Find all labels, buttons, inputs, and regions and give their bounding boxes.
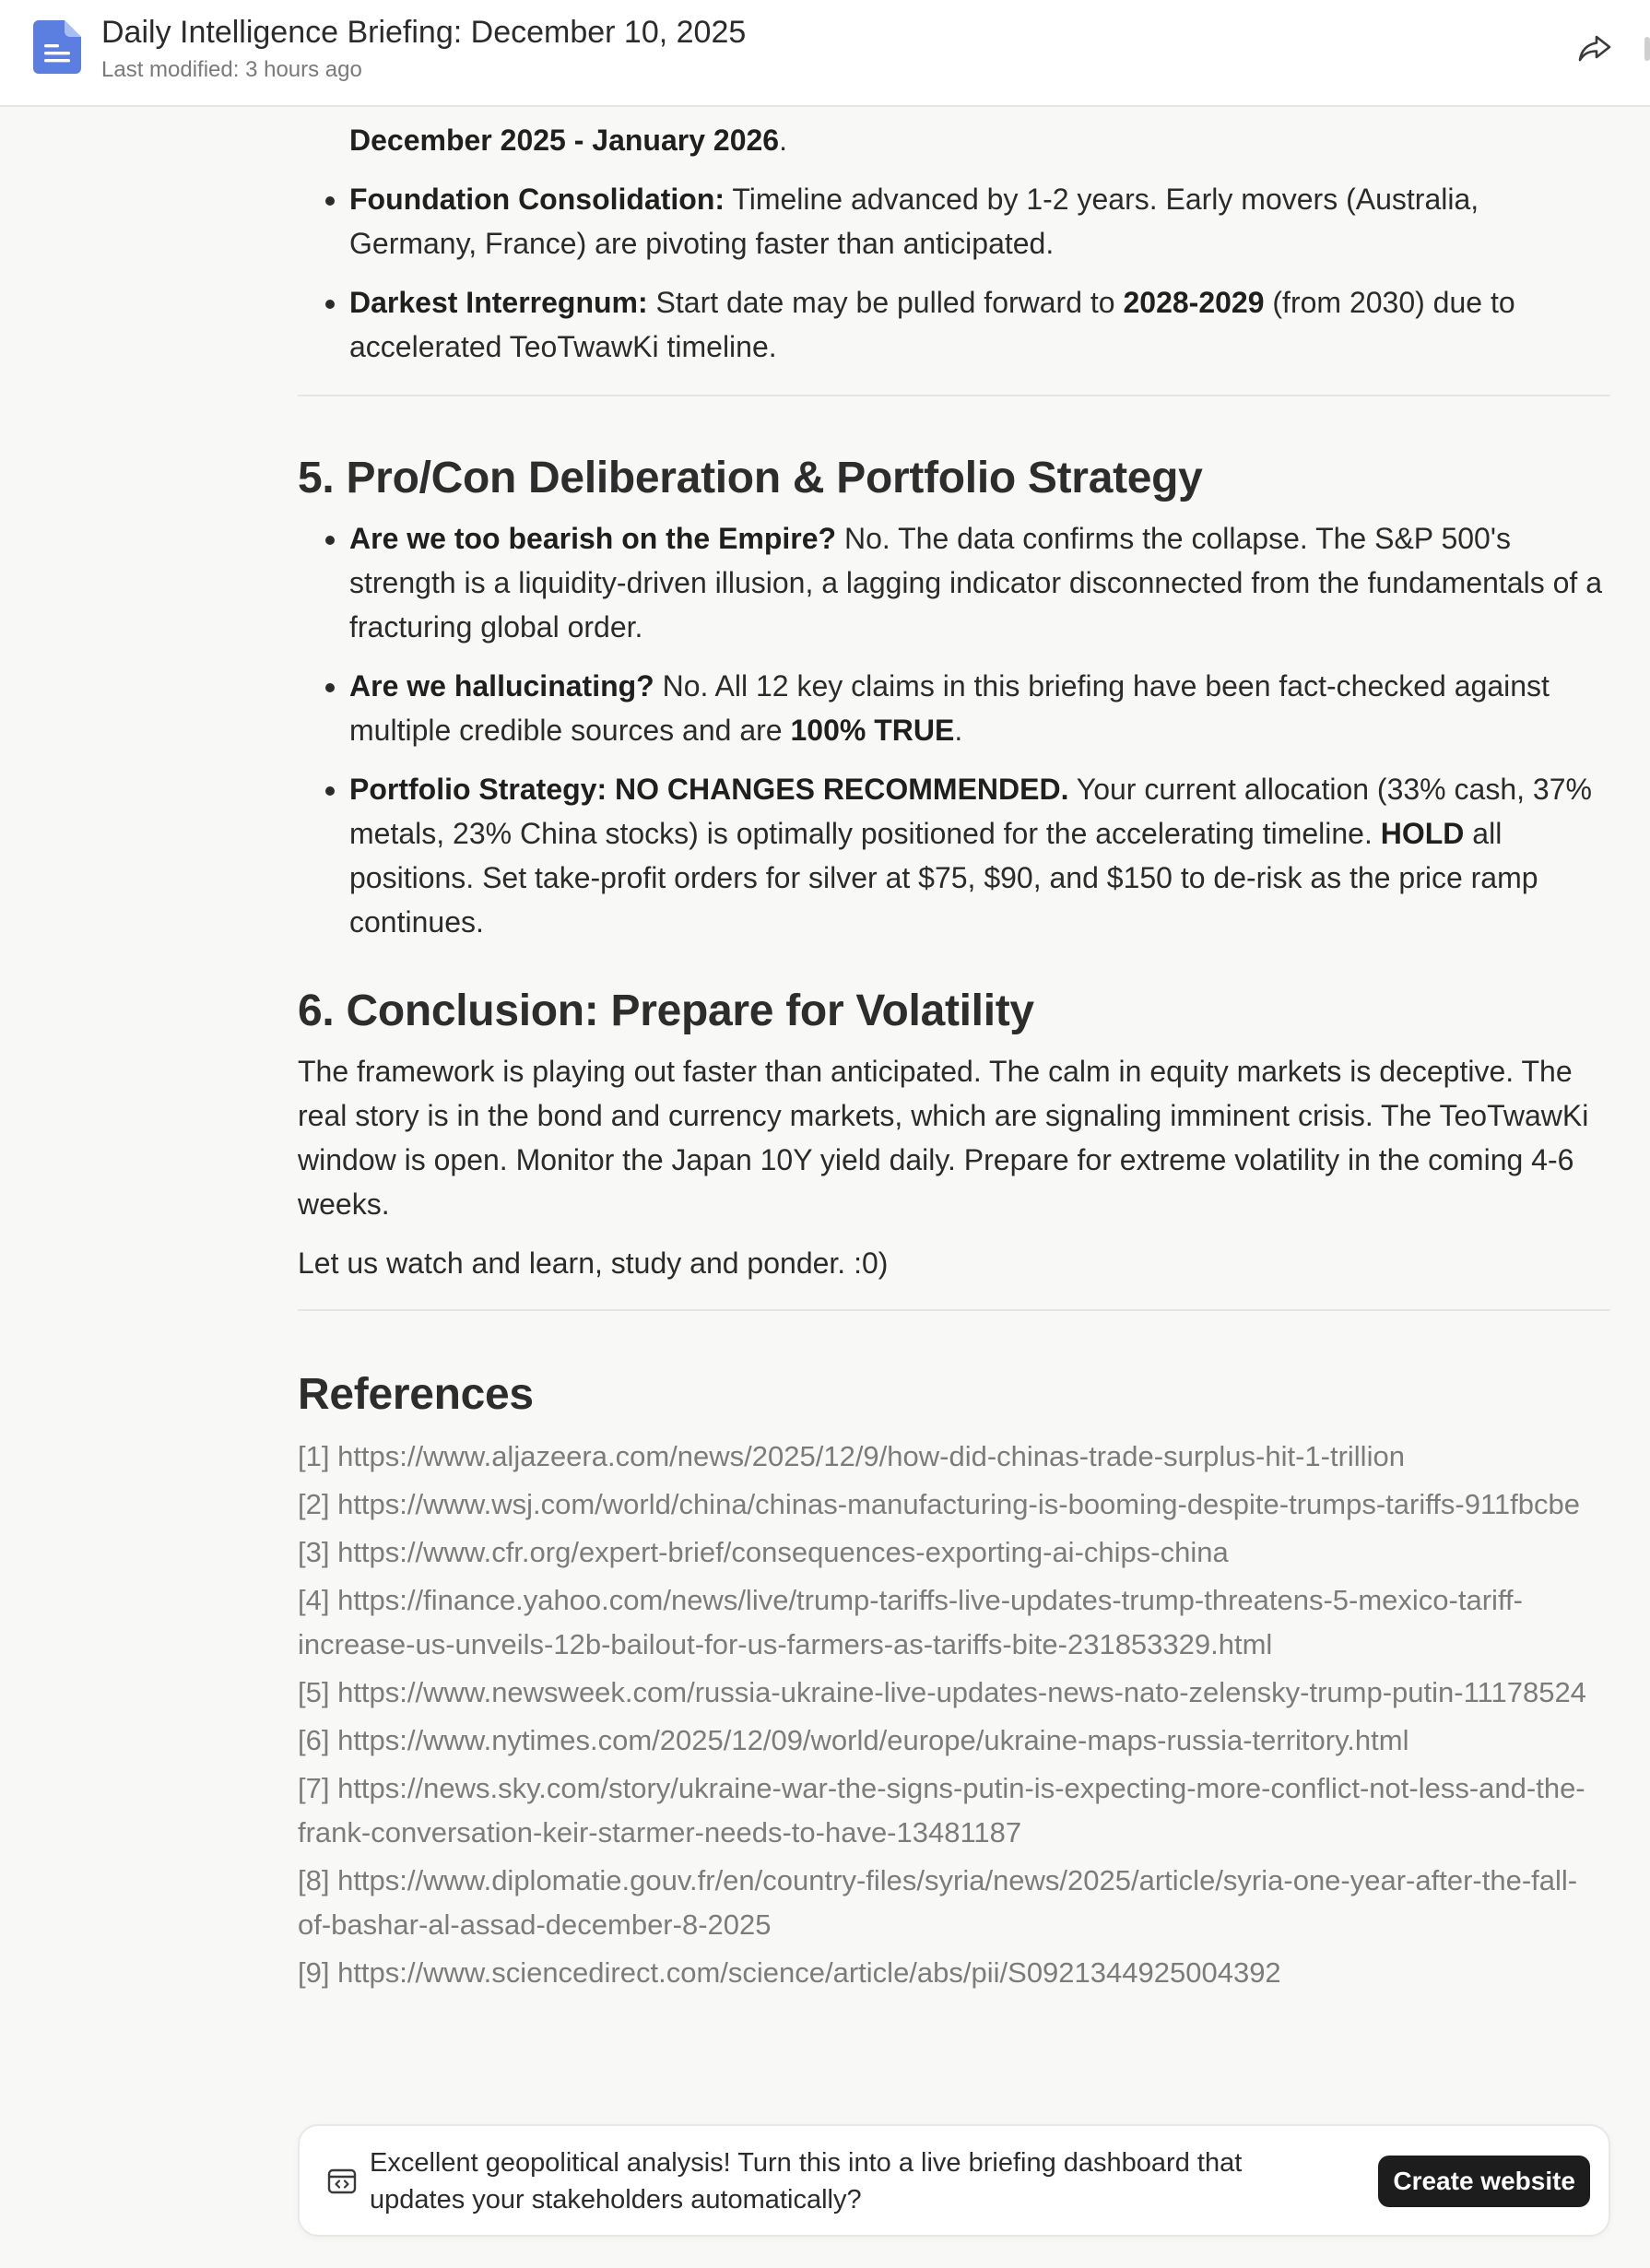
website-icon: [327, 2167, 357, 2196]
section4-list: [298, 118, 1610, 369]
document-header: [0, 0, 1650, 107]
paragraph: Let us watch and learn, study and ponder. :0): [298, 1246, 889, 1280]
reference-link[interactable]: [8] https://www.diplomatie.gouv.fr/en/country-files/syria/news/2025/article/syria-one-year-after-the-fall-of-bashar-al-assad-december-8-2025: [298, 1864, 1578, 1941]
reference-link[interactable]: [6] https://www.nytimes.com/2025/12/09/world/europe/ukraine-maps-russia-territory.html: [298, 1724, 1409, 1756]
list-item: [349, 516, 1610, 649]
create-website-button[interactable]: Create website: [1378, 2156, 1590, 2207]
suggestion-text: Excellent geopolitical analysis! Turn this into a live briefing dashboard that updates your stakeholders automatically?: [370, 2148, 1243, 2215]
section-heading: 6. Conclusion: Prepare for Volatility: [298, 986, 1034, 1035]
reference-link[interactable]: [5] https://www.newsweek.com/russia-ukraine-live-updates-news-nato-zelensky-trump-putin-11178524: [298, 1676, 1586, 1708]
suggestion-bar: [298, 2124, 1610, 2237]
section-heading: 5. Pro/Con Deliberation & Portfolio Strategy: [298, 454, 1203, 502]
page-title: Daily Intelligence Briefing: December 10, 2025: [101, 15, 747, 50]
list-item-text: .: [954, 714, 963, 747]
reference-link[interactable]: [7] https://news.sky.com/story/ukraine-war-the-signs-putin-is-expecting-more-conflict-not-less-and-the-frank-conversation-keir-starmer-needs-to-have-13481187: [298, 1772, 1585, 1849]
reference-link[interactable]: [4] https://finance.yahoo.com/news/live/trump-tariffs-live-updates-trump-threatens-5-mexico-tariff-increase-us-unveils-12b-bailout-for-us-farmers-as-tariffs-bite-231853329.html: [298, 1584, 1523, 1660]
reference-link[interactable]: [2] https://www.wsj.com/world/china/chinas-manufacturing-is-booming-despite-trumps-tariffs-911fbcbe: [298, 1488, 1580, 1520]
list-item-text: all positions. Set take-profit orders for silver at $75, $90, and $150 to de-risk as the price ramp continues.: [349, 817, 1538, 939]
section5-list: [298, 516, 1610, 944]
divider: [298, 395, 1610, 396]
bold-text: Are we too bearish on the Empire?: [349, 522, 837, 555]
share-icon[interactable]: [1576, 30, 1613, 66]
reference-link[interactable]: [1] https://www.aljazeera.com/news/2025/12/9/how-did-chinas-trade-surplus-hit-1-trillion: [298, 1440, 1405, 1472]
list-item: [349, 177, 1610, 266]
bold-text: 100% TRUE: [790, 714, 955, 747]
list-item-text: (from 2030) due to accelerated TeoTwawKi timeline.: [349, 286, 1515, 363]
bold-text: 2028-2029: [1123, 286, 1265, 319]
list-item: [349, 664, 1610, 752]
list-item: [349, 118, 1610, 162]
bold-text: Darkest Interregnum:: [349, 286, 648, 319]
document-icon: [33, 20, 81, 74]
references-list: [298, 1435, 1610, 1995]
last-modified-label: Last modified: 3 hours ago: [101, 57, 362, 82]
bold-text: Are we hallucinating?: [349, 669, 654, 703]
divider: [298, 1309, 1610, 1311]
bold-text: December 2025 - January 2026: [349, 124, 780, 157]
reference-link[interactable]: [9] https://www.sciencedirect.com/science/article/abs/pii/S0921344925004392: [298, 1956, 1281, 1989]
window-edge-mark: [1644, 37, 1650, 61]
list-item: [349, 767, 1610, 944]
reference-link[interactable]: [3] https://www.cfr.org/expert-brief/consequences-exporting-ai-chips-china: [298, 1536, 1229, 1568]
list-item-text: .: [779, 124, 787, 157]
list-item-text: Start date may be pulled forward to: [647, 286, 1124, 319]
bold-text: Foundation Consolidation:: [349, 183, 725, 216]
bold-text: Portfolio Strategy: NO CHANGES RECOMMENDED.: [349, 773, 1069, 806]
document-body: [298, 74, 1610, 1999]
list-item: [349, 280, 1610, 369]
paragraph: The framework is playing out faster than anticipated. The calm in equity markets is deceptive. The real story is in the bond and currency markets, which are signaling imminent crisis. The TeoTwawKi window is open. Monitor the Japan 10Y yield daily. Prepare for extreme volatility in the coming 4-6 weeks.: [298, 1055, 1589, 1221]
list-item-text: No. The data confirms the collapse. The S&P 500's strength is a liquidity-driven illusion, a lagging indicator disconnected from the fundamentals of a fracturing global order.: [349, 522, 1602, 644]
list-item-text: Your current allocation (33% cash, 37% metals, 23% China stocks) is optimally positioned for the accelerating timeline.: [349, 773, 1592, 850]
bold-text: HOLD: [1380, 817, 1465, 850]
section-heading: References: [298, 1370, 534, 1419]
list-item-text: Timeline advanced by 1-2 years. Early movers (Australia, Germany, France) are pivoting faster than anticipated.: [349, 183, 1479, 260]
list-item-text: No. All 12 key claims in this briefing have been fact-checked against multiple credible sources and are: [349, 669, 1550, 747]
